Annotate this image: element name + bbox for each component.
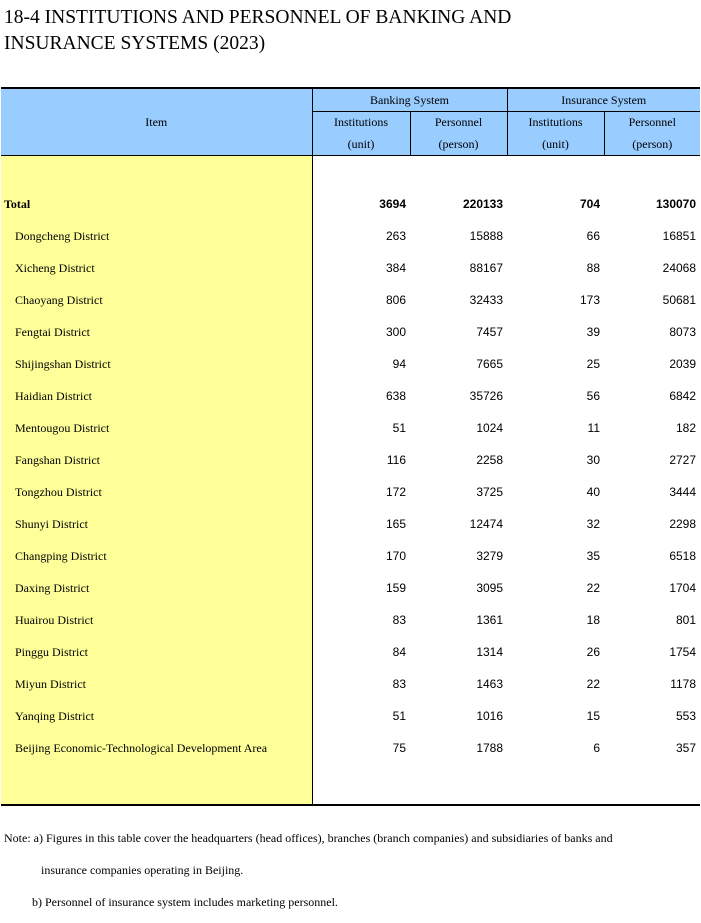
row-label: Fangshan District: [1, 444, 312, 476]
title-line-1: 18-4 INSTITUTIONS AND PERSONNEL OF BANKING AND: [4, 7, 512, 28]
cell-insurance-institutions: 25: [586, 357, 601, 371]
cell-banking-institutions: 165: [312, 508, 410, 540]
cell-banking-personnel: 35726: [469, 389, 504, 403]
table-row: [1, 476, 700, 508]
table-row: [1, 604, 700, 636]
cell-banking-institutions: 75: [312, 732, 410, 764]
cell-insurance-institutions: 32: [586, 517, 601, 531]
cell-insurance-personnel: 6842: [669, 389, 697, 403]
cell-insurance-personnel: 801: [676, 613, 697, 627]
table-row: [1, 412, 700, 444]
cell-insurance-personnel: 357: [676, 741, 697, 755]
header-insurance-institutions-unit: (unit): [507, 133, 604, 156]
cell-banking-personnel: 3725: [476, 485, 504, 499]
table-row: [1, 252, 700, 284]
cell-banking-institutions: 51: [312, 412, 410, 444]
table-row: [1, 284, 700, 316]
header-insurance-personnel-unit: (person): [604, 133, 700, 156]
cell-insurance-institutions: 39: [586, 325, 601, 339]
cell-insurance-personnel: 3444: [669, 485, 697, 499]
table-row: [1, 508, 700, 540]
table-row: [1, 540, 700, 572]
cell-banking-institutions: 51: [312, 700, 410, 732]
cell-insurance-personnel: 8073: [669, 325, 697, 339]
statistics-table: [1, 87, 700, 806]
cell-insurance-institutions: 40: [586, 485, 601, 499]
header-banking-personnel-unit: (person): [410, 133, 507, 156]
row-label: Miyun District: [1, 668, 312, 700]
cell-banking-personnel: 1024: [476, 421, 504, 435]
cell-insurance-personnel: 553: [676, 709, 697, 723]
row-label: Daxing District: [1, 572, 312, 604]
cell-insurance-institutions: 6: [593, 741, 601, 755]
cell-insurance-institutions: 22: [586, 581, 601, 595]
table-row: [1, 732, 700, 764]
total-banking-personnel: 220133: [462, 197, 504, 211]
cell-insurance-personnel: 2727: [669, 453, 697, 467]
cell-banking-personnel: 7665: [476, 357, 504, 371]
header-item: Item: [1, 88, 312, 156]
cell-banking-personnel: 32433: [469, 293, 504, 307]
row-label: Dongcheng District: [1, 220, 312, 252]
cell-banking-personnel: 1788: [476, 741, 504, 755]
cell-insurance-institutions: 56: [586, 389, 601, 403]
cell-insurance-institutions: 88: [586, 261, 601, 275]
row-label: Tongzhou District: [1, 476, 312, 508]
cell-insurance-personnel: 1704: [669, 581, 697, 595]
cell-banking-institutions: 263: [312, 220, 410, 252]
total-label: Total: [1, 188, 312, 220]
cell-banking-institutions: 83: [312, 604, 410, 636]
cell-banking-personnel: 7457: [476, 325, 504, 339]
row-label: Shijingshan District: [1, 348, 312, 380]
header-banking-personnel: Personnel: [410, 112, 507, 134]
cell-insurance-institutions: 11: [587, 421, 601, 435]
cell-insurance-institutions: 22: [586, 677, 601, 691]
cell-banking-institutions: 806: [312, 284, 410, 316]
cell-insurance-personnel: 50681: [662, 293, 697, 307]
total-insurance-institutions: 704: [579, 197, 601, 211]
header-insurance-system: Insurance System: [507, 88, 700, 112]
row-label: Huairou District: [1, 604, 312, 636]
cell-banking-personnel: 1361: [476, 613, 504, 627]
row-label: Shunyi District: [1, 508, 312, 540]
table-row: [1, 380, 700, 412]
header-insurance-institutions: Institutions: [507, 112, 604, 134]
table-row: [1, 316, 700, 348]
row-label: Haidian District: [1, 380, 312, 412]
row-label: Pinggu District: [1, 636, 312, 668]
cell-banking-personnel: 2258: [476, 453, 504, 467]
cell-insurance-personnel: 1754: [669, 645, 697, 659]
cell-banking-institutions: 172: [312, 476, 410, 508]
cell-banking-institutions: 116: [312, 444, 410, 476]
cell-banking-personnel: 88167: [469, 261, 504, 275]
header-banking-institutions-unit: (unit): [312, 133, 410, 156]
table-row: [1, 700, 700, 732]
cell-banking-personnel: 3279: [476, 549, 504, 563]
cell-insurance-personnel: 6518: [669, 549, 697, 563]
row-label: Fengtai District: [1, 316, 312, 348]
spacer-row: [1, 156, 700, 189]
note-b: b) Personnel of insurance system includes marketing personnel.: [32, 895, 338, 909]
cell-banking-personnel: 1016: [476, 709, 504, 723]
row-label: Chaoyang District: [1, 284, 312, 316]
table-row: [1, 572, 700, 604]
cell-banking-personnel: 12474: [469, 517, 504, 531]
cell-insurance-institutions: 30: [586, 453, 601, 467]
cell-banking-institutions: 83: [312, 668, 410, 700]
cell-insurance-institutions: 15: [586, 709, 601, 723]
row-label: Xicheng District: [1, 252, 312, 284]
cell-insurance-personnel: 2039: [669, 357, 697, 371]
header-banking-system: Banking System: [312, 88, 507, 112]
note-a-line-1: Note: a) Figures in this table cover the headquarters (head offices), branches (branch companies) and subsidiaries of banks and: [4, 831, 613, 845]
table-row: [1, 444, 700, 476]
cell-insurance-institutions: 173: [579, 293, 601, 307]
row-label: Changping District: [1, 540, 312, 572]
title-line-2: INSURANCE SYSTEMS (2023): [4, 33, 266, 54]
note-a-line-2: insurance companies operating in Beijing.: [41, 863, 244, 877]
cell-insurance-institutions: 18: [586, 613, 601, 627]
table-row: [1, 668, 700, 700]
cell-insurance-personnel: 24068: [662, 261, 697, 275]
cell-banking-institutions: 170: [312, 540, 410, 572]
cell-banking-institutions: 94: [312, 348, 410, 380]
cell-banking-institutions: 384: [312, 252, 410, 284]
total-insurance-personnel: 130070: [655, 197, 697, 211]
cell-insurance-personnel: 1178: [670, 677, 697, 691]
cell-insurance-personnel: 2298: [669, 517, 697, 531]
cell-banking-institutions: 159: [312, 572, 410, 604]
cell-banking-personnel: 1314: [476, 645, 504, 659]
header-insurance-personnel: Personnel: [604, 112, 700, 134]
row-label: Yanqing District: [1, 700, 312, 732]
cell-insurance-institutions: 35: [586, 549, 601, 563]
table-row: [1, 220, 700, 252]
table-row: [1, 348, 700, 380]
cell-banking-personnel: 3095: [476, 581, 504, 595]
total-banking-institutions: 3694: [312, 188, 410, 220]
cell-banking-personnel: 1463: [476, 677, 504, 691]
cell-banking-institutions: 300: [312, 316, 410, 348]
cell-banking-institutions: 84: [312, 636, 410, 668]
table-row: [1, 636, 700, 668]
row-label: Mentougou District: [1, 412, 312, 444]
cell-insurance-personnel: 16851: [662, 229, 697, 243]
table-body: [1, 156, 700, 806]
cell-banking-institutions: 638: [312, 380, 410, 412]
total-row: [1, 188, 700, 220]
cell-banking-personnel: 15888: [469, 229, 504, 243]
header-banking-institutions: Institutions: [312, 112, 410, 134]
row-label: Beijing Economic-Technological Development Area: [1, 732, 312, 764]
cell-insurance-personnel: 182: [676, 421, 697, 435]
page-title: [4, 5, 511, 57]
cell-insurance-institutions: 66: [586, 229, 601, 243]
cell-insurance-institutions: 26: [586, 645, 601, 659]
table-end-row: [1, 764, 700, 805]
